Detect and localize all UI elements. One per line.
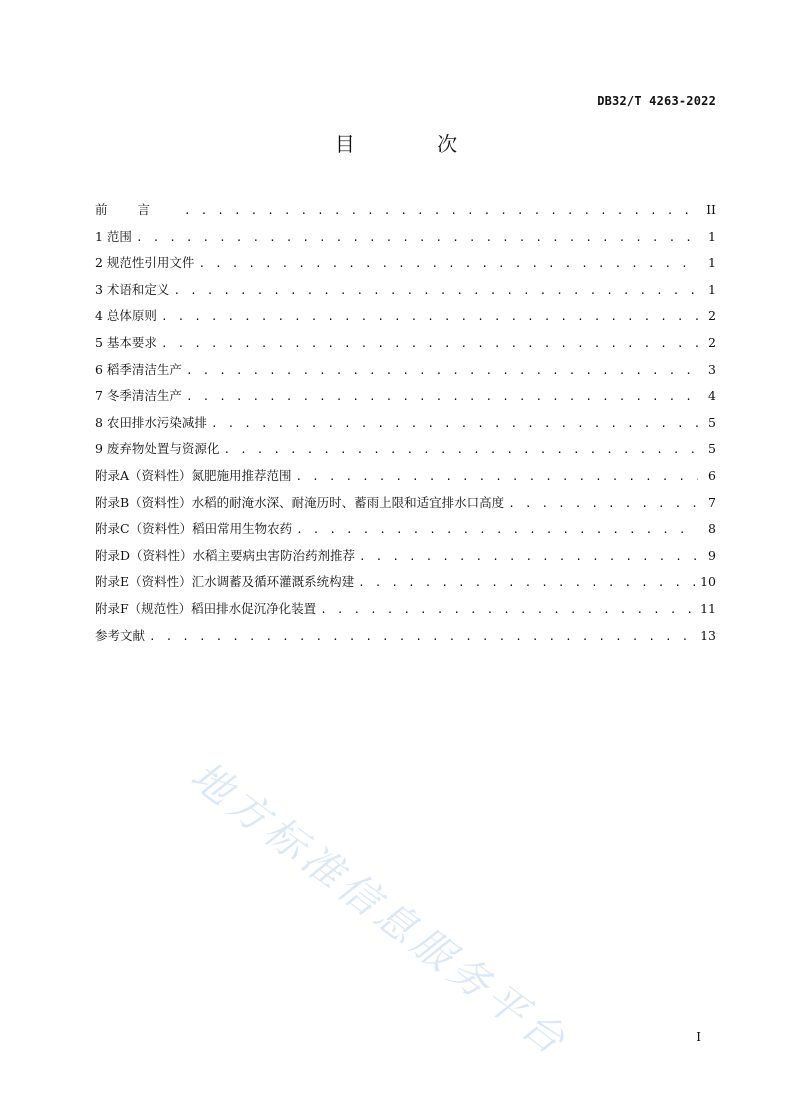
toc-entry-label: 3 术语和定义: [95, 281, 170, 297]
toc-entry-appendix-b[interactable]: [95, 493, 716, 520]
toc-entry-page: II: [706, 202, 716, 217]
toc-leader-dots: [320, 600, 696, 620]
toc-entry-scope[interactable]: [95, 227, 716, 254]
toc-entry-appendix-c[interactable]: [95, 519, 716, 546]
toc-entry-label: 附录D（资料性）水稻主要病虫害防治药剂推荐: [95, 547, 356, 563]
toc-entry-page: 6: [708, 467, 716, 483]
toc-entry-foreword[interactable]: [95, 200, 716, 227]
toc-entry-normative-references[interactable]: [95, 253, 716, 280]
toc-entry-label: 2 规范性引用文件: [95, 255, 195, 271]
toc-entry-label: 1 范围: [95, 228, 132, 244]
toc-leader-dots: [184, 201, 698, 221]
toc-entry-page: 1: [708, 255, 716, 271]
toc-entry-page: 11: [700, 600, 716, 616]
toc-entry-label: 5 基本要求: [95, 334, 157, 350]
toc-entry-appendix-d[interactable]: [95, 546, 716, 573]
toc-entry-label: 前言: [95, 202, 181, 217]
toc-entry-label: 附录E（资料性）汇水调蓄及循环灌溉系统构建: [95, 574, 355, 590]
toc-entry-label: 9 废弃物处置与资源化: [95, 441, 220, 457]
toc-leader-dots: [296, 467, 698, 487]
toc-entry-general-principles[interactable]: [95, 306, 716, 333]
toc-entry-label: 7 冬季清洁生产: [95, 388, 182, 404]
toc-entry-page: 8: [708, 521, 716, 537]
toc-entry-page: 1: [708, 281, 716, 297]
toc-entry-page: 5: [708, 414, 716, 430]
toc-entry-appendix-e[interactable]: [95, 572, 716, 599]
page-number: I: [696, 1030, 701, 1044]
toc-leader-dots: [161, 334, 698, 354]
toc-leader-dots: [211, 414, 698, 434]
toc-entry-basic-requirements[interactable]: [95, 333, 716, 360]
toc-entry-page: 1: [708, 228, 716, 244]
toc-entry-appendix-f[interactable]: [95, 599, 716, 626]
toc-entry-label: 参考文献: [95, 627, 146, 643]
toc-entry-page: 7: [708, 494, 716, 510]
page-title: 目 次: [334, 132, 496, 156]
toc-leader-dots: [508, 494, 698, 514]
toc-entry-label: 4 总体原则: [95, 308, 157, 324]
toc-entry-page: 13: [700, 627, 716, 643]
toc-entry-page: 5: [708, 441, 716, 457]
watermark-text: 地方标准信息服务平台: [182, 752, 578, 1067]
toc-entry-label: 附录C（资料性）稻田常用生物农药: [95, 521, 293, 537]
toc-leader-dots: [186, 361, 698, 381]
toc-leader-dots: [173, 281, 698, 301]
toc-entry-page: 2: [708, 334, 716, 350]
toc-entry-waste-disposal[interactable]: [95, 439, 716, 466]
toc-entry-rice-season[interactable]: [95, 360, 716, 387]
toc-leader-dots: [161, 307, 698, 327]
toc-entry-appendix-a[interactable]: [95, 466, 716, 493]
toc-leader-dots: [136, 228, 698, 248]
toc-leader-dots: [149, 627, 696, 647]
toc-leader-dots: [296, 520, 698, 540]
toc-entry-label: 附录A（资料性）氮肥施用推荐范围: [95, 467, 292, 483]
toc-leader-dots: [359, 547, 698, 567]
toc-entry-label: 附录B（资料性）水稻的耐淹水深、耐淹历时、蓄雨上限和适宜排水口高度: [95, 494, 505, 510]
toc-entry-page: 10: [700, 574, 716, 590]
toc-entry-page: 9: [708, 547, 716, 563]
toc-entry-drainage-reduction[interactable]: [95, 413, 716, 440]
toc-leader-dots: [198, 254, 698, 274]
toc-entry-page: 4: [708, 388, 716, 404]
toc-entry-label: 附录F（规范性）稻田排水促沉净化装置: [95, 600, 317, 616]
toc-entry-winter-season[interactable]: [95, 386, 716, 413]
toc-leader-dots: [223, 440, 698, 460]
toc-entry-bibliography[interactable]: [95, 626, 716, 653]
toc-entry-label: 8 农田排水污染减排: [95, 414, 207, 430]
toc-leader-dots: [358, 573, 696, 593]
toc-entry-page: 2: [708, 308, 716, 324]
table-of-contents: [95, 200, 716, 652]
toc-entry-label: 6 稻季清洁生产: [95, 361, 182, 377]
toc-entry-terms[interactable]: [95, 280, 716, 307]
document-code: DB32/T 4263-2022: [597, 94, 716, 108]
toc-leader-dots: [186, 387, 698, 407]
toc-entry-page: 3: [708, 361, 716, 377]
